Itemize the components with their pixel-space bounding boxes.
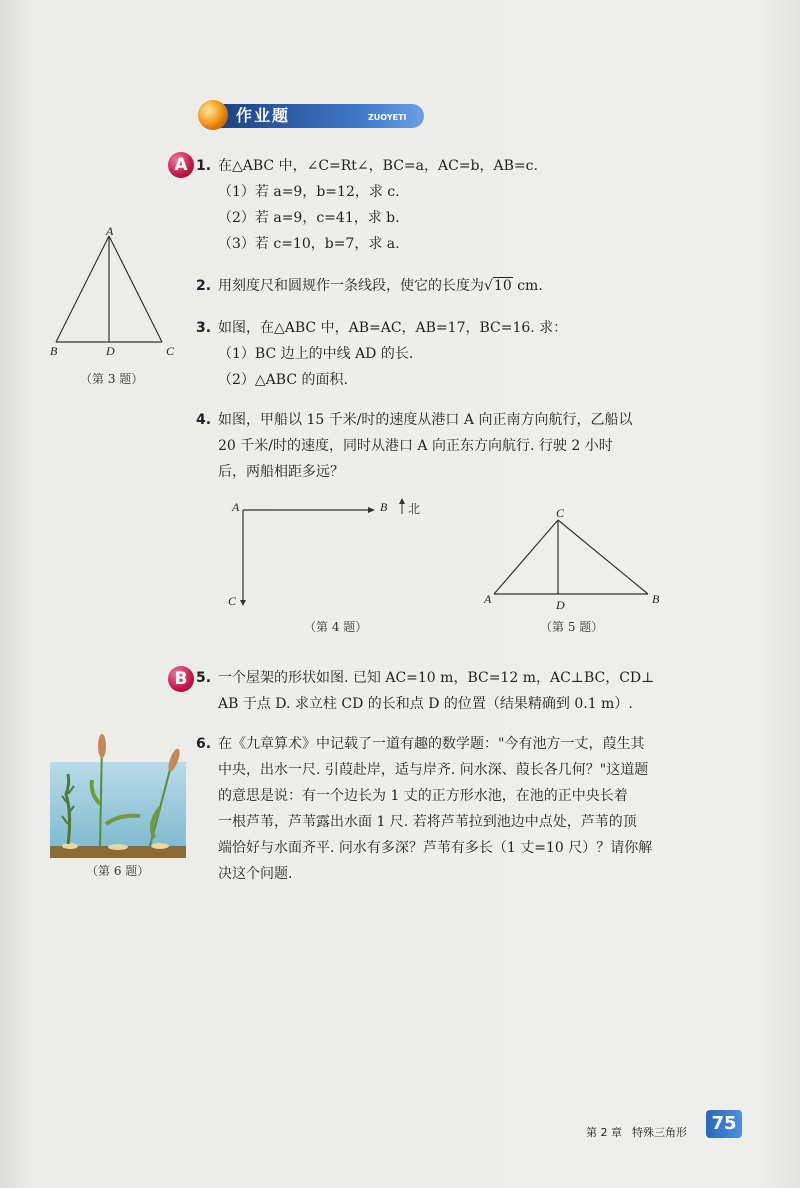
fig3-label-d: D [106,344,115,358]
problem-1-part-3: （3）若 c=10，b=7，求 a. [218,236,400,252]
problem-3-part-1: （1）BC 边上的中线 AD 的长. [218,346,414,362]
problem-3-number: 3. [196,320,212,336]
figure-5-caption: （第 5 题） [540,620,604,634]
figure-3-triangle [40,224,190,364]
problem-1-part-2: （2）若 a=9，c=41，求 b. [218,210,400,226]
fig5-label-c: C [556,506,565,520]
level-a-badge: A [168,152,194,178]
fig3-label-c: C [166,344,175,358]
problem-1-text: 在△ABC 中，∠C=Rt∠，BC=a，AC=b，AB=c. [218,158,538,174]
figure-3-caption: （第 3 题） [80,372,144,386]
fig3-label-a: A [106,224,114,238]
fig3-label-b: B [50,344,58,358]
level-b-badge: B [168,666,194,692]
problem-4-number: 4. [196,412,212,428]
figure-4-caption: （第 4 题） [304,620,368,634]
problem-2-number: 2. [196,278,212,294]
figure-4-diagram [230,496,430,608]
sqrt-symbol: √ [484,278,493,294]
north-label: 北 [408,502,421,516]
sqrt-radicand: 10 [493,278,512,294]
problem-5-line-2: AB 于点 D. 求立柱 CD 的长和点 D 的位置（结果精确到 0.1 m）. [218,696,633,712]
orb-icon [198,100,228,130]
problem-5-number: 5. [196,670,212,686]
fig5-label-d: D [556,598,565,612]
length-unit: cm. [517,278,543,294]
problem-6-line-4: 一根芦苇，芦苇露出水面 1 尺. 若将芦苇拉到池边中点处，芦苇的顶 [218,814,637,830]
figure-5-triangle [480,506,660,606]
problem-6-number: 6. [196,736,212,752]
footer-chapter-title: 特殊三角形 [632,1126,687,1139]
fig5-label-b: B [652,592,660,606]
fig4-label-c: C [228,594,237,608]
fig4-label-b: B [380,500,388,514]
problem-6-line-3: 的意思是说：有一个边长为 1 丈的正方形水池，在池的正中央长着 [218,788,628,804]
problem-4-line-3: 后，两船相距多远？ [218,464,344,480]
problem-3-part-2: （2）△ABC 的面积. [218,372,348,388]
problem-1-number: 1. [196,158,212,174]
problem-6-line-1: 在《九章算术》中记载了一道有趣的数学题："今有池方一丈，葭生其 [218,736,645,752]
page-number: 75 [706,1110,742,1138]
problem-5-line-1: 一个屋架的形状如图. 已知 AC=10 m，BC=12 m，AC⊥BC，CD⊥ [218,670,655,686]
problem-2-statement: 用刻度尺和圆规作一条线段，使它的长度为 [218,278,484,294]
problem-4-line-2: 20 千米/时的速度，同时从港口 A 向正东方向航行. 行驶 2 小时 [218,438,613,454]
problem-6-line-2: 中央，出水一尺. 引葭赴岸，适与岸齐. 问水深、葭长各几何？"这道题 [218,762,649,778]
problem-1-part-1: （1）若 a=9，b=12，求 c. [218,184,400,200]
footer-chapter: 第 2 章 [586,1126,622,1139]
problem-3-text: 如图，在△ABC 中，AB=AC，AB=17，BC=16. 求： [218,320,568,336]
problem-6-line-6: 决这个问题. [218,866,293,882]
figure-6-caption: （第 6 题） [86,864,150,878]
section-title: 作业题 [236,106,291,125]
fig5-label-a: A [484,592,492,606]
problem-4-line-1: 如图，甲船以 15 千米/时的速度从港口 A 向正南方向航行，乙船以 [218,412,633,428]
section-subtitle: ZUOYETI [368,113,407,122]
figure-6-reed-illustration [50,734,186,858]
fig4-label-a: A [232,500,240,514]
problem-2-text [218,276,543,296]
problem-6-line-5: 端恰好与水面齐平. 问水有多深？芦苇有多长（1 丈=10 尺）？请你解 [218,840,653,856]
